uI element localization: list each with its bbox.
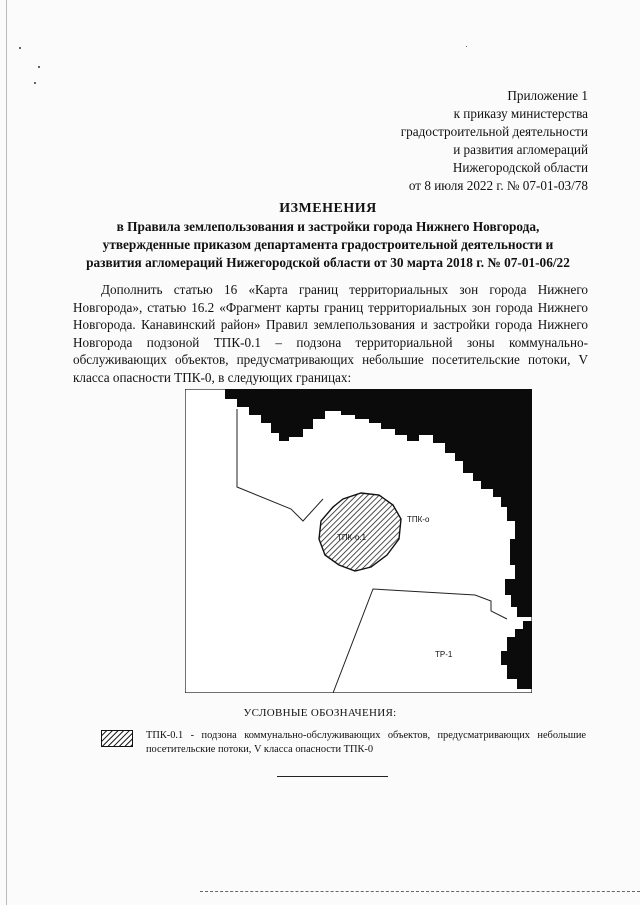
- document-heading: [60, 200, 596, 272]
- appendix-line: градостроительной деятельности: [400, 124, 588, 139]
- heading-line: утвержденные приказом департамента градостроительной деятельности и: [102, 237, 554, 252]
- appendix-line: Приложение 1: [507, 88, 588, 103]
- closing-rule: [277, 776, 388, 777]
- scan-speck: [38, 66, 40, 68]
- heading-line: развития агломераций Нижегородской области от 30 марта 2018 г. № 07-01-06/22: [86, 255, 570, 270]
- body-paragraph: Дополнить статью 16 «Карта границ территориальных зон города Нижнего Новгорода», статью 16.2 «Фрагмент карты границ территориальных зон города Нижнего Новгорода. Канавинский район» Правил землепользования и застройки города Нижнего Новгорода подзоной ТПК-0.1 – подзона территориальной зоны коммунально-обслуживающих объектов, предусматривающих небольшие посетительские потоки, V класса опасности ТПК-0, в следующих границах:: [73, 282, 588, 385]
- page-edge: [6, 0, 7, 905]
- zone-map: [185, 389, 532, 693]
- scan-speck: [466, 46, 467, 47]
- scan-speck: [34, 82, 36, 84]
- appendix-line: к приказу министерства: [453, 106, 588, 121]
- legend-title: УСЛОВНЫЕ ОБОЗНАЧЕНИЯ:: [243, 707, 397, 719]
- appendix-line: и развития агломераций: [453, 142, 588, 157]
- zone-label-tr-1: ТР-1: [435, 650, 453, 659]
- legend-item-text: ТПК-0.1 - подзона коммунально-обслуживающих объектов, предусматривающих небольшие посетительские потоки, V класса опасности ТПК-0: [146, 730, 586, 755]
- document-title: ИЗМЕНЕНИЯ: [279, 201, 377, 216]
- legend-hatch-swatch: [101, 730, 133, 747]
- appendix-header: [401, 87, 588, 195]
- appendix-line: Нижегородской области: [452, 160, 588, 175]
- zone-label-tpk-0: ТПК-о: [407, 515, 430, 524]
- appendix-order-date: от 8 июля 2022 г. № 07-01-03/78: [408, 178, 588, 193]
- scan-edge-dashes: [200, 891, 640, 892]
- heading-line: в Правила землепользования и застройки города Нижнего Новгорода,: [116, 219, 540, 234]
- zone-label-tpk-0-1: ТПК-о.1: [337, 533, 367, 542]
- scan-speck: [19, 47, 21, 49]
